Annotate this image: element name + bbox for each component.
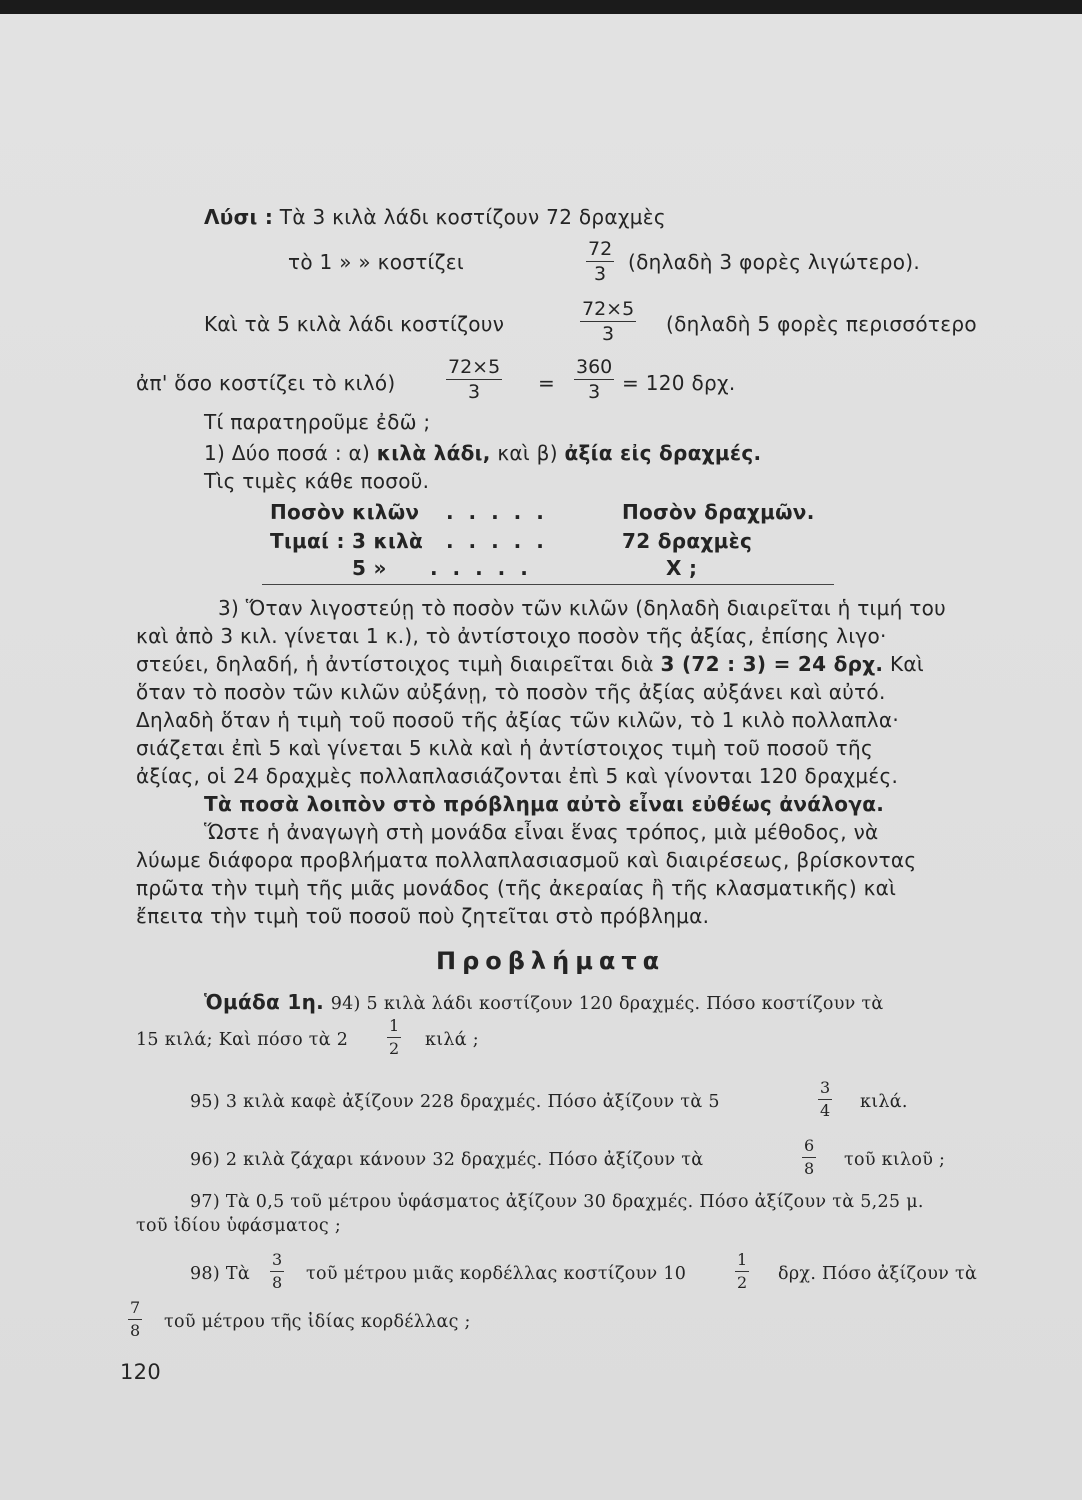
page-number: 120: [120, 1360, 161, 1384]
para3-conclusion: Τὰ ποσὰ λοιπὸν στὸ πρόβλημα αὐτὸ εἶναι εὐθέως ἀνάλογα.: [204, 792, 885, 816]
table-header-left: Ποσὸν κιλῶν: [270, 500, 420, 524]
solution-label: Λύσι :: [204, 205, 274, 229]
para3-line-1: 3) Ὅταν λιγοστεύῃ τὸ ποσὸν τῶν κιλῶν (δηλαδὴ διαιρεῖται ἡ τιμή του: [218, 596, 947, 620]
fraction-360-3: $\frac{360}{3}$: [576, 356, 613, 403]
group-label: Ὁμάδα 1η.: [204, 990, 325, 1014]
solution-line-4: ἀπ' ὅσο κοστίζει τὸ κιλό): [136, 371, 396, 395]
para4-line-2: λύωμε διάφορα προβλήματα πολλαπλασιασμοῦ καὶ διαιρέσεως, βρίσκοντας: [136, 848, 917, 872]
section-divider: [262, 584, 834, 585]
para4-line-1: Ὥστε ἡ ἀναγωγὴ στὴ μονάδα εἶναι ἕνας τρόπος, μιὰ μέθοδος, νὰ: [204, 820, 879, 844]
fraction-3-4: $\frac{3}{4}$: [820, 1078, 831, 1120]
para3-line-2: καὶ ἀπὸ 3 κιλ. γίνεται 1 κ.), τὸ ἀντίστοιχο ποσὸν τῆς ἀξίας, ἐπίσης λιγο·: [136, 624, 887, 648]
observe-question: Τί παρατηροῦμε ἐδῶ ;: [204, 410, 431, 434]
solution-line-2-end: (δηλαδὴ 3 φορὲς λιγώτερο).: [628, 250, 921, 274]
table-row-2-left: 5 »: [352, 556, 387, 580]
table-header-dots: . . . . .: [446, 500, 548, 524]
problem-97-line-1: 97) Τὰ 0,5 τοῦ μέτρου ὑφάσματος ἀξίζουν 30 δραχμές. Πόσο ἀξίζουν τὰ 5,25 μ.: [190, 1192, 924, 1212]
para3-line-7: ἀξίας, οἱ 24 δραχμὲς πολλαπλασιάζονται ἐπὶ 5 καὶ γίνονται 120 δραχμές.: [136, 764, 899, 788]
problem-98-end: δρχ. Πόσο ἀξίζουν τὰ: [778, 1264, 978, 1284]
problem-96: 96) 2 κιλὰ ζάχαρι κάνουν 32 δραχμές. Πόσο ἀξίζουν τὰ: [190, 1150, 704, 1170]
table-row-1-dots: . . . . .: [446, 529, 548, 553]
table-row-2-right: X ;: [666, 556, 698, 580]
table-row-1-right: 72 δραχμὲς: [622, 529, 753, 553]
observe-point-1: 1) Δύο ποσά : α) κιλὰ λάδι, καὶ β) ἀξία εἰς δραχμές.: [204, 441, 762, 465]
para3-line-6: σιάζεται ἐπὶ 5 καὶ γίνεται 5 κιλὰ καὶ ἡ ἀντίστοιχος τιμὴ τοῦ ποσοῦ τῆς: [136, 736, 874, 760]
solution-line-3: Καὶ τὰ 5 κιλὰ λάδι κοστίζουν: [204, 312, 505, 336]
solution-line-1: Λύσι : Τὰ 3 κιλὰ λάδι κοστίζουν 72 δραχμὲς: [204, 205, 666, 229]
para4-line-3: πρῶτα τὴν τιμὴ τῆς μιᾶς μονάδος (τῆς ἀκεραίας ἢ τῆς κλασματικῆς) καὶ: [136, 876, 897, 900]
equals-sign: =: [538, 371, 556, 395]
scan-top-border: [0, 0, 1082, 14]
problems-heading: Προβλήματα: [436, 947, 666, 975]
problem-94-line-2: 15 κιλά; Καὶ πόσο τὰ 2: [136, 1030, 349, 1050]
problem-95-end: κιλά.: [860, 1092, 908, 1112]
fraction-72x5-3-b: $\frac{72\times 5}{3}$: [448, 356, 501, 403]
problem-94-line-1: Ὁμάδα 1η. 94) 5 κιλὰ λάδι κοστίζουν 120 δραχμές. Πόσο κοστίζουν τὰ: [204, 990, 884, 1014]
fraction-6-8: $\frac{6}{8}$: [804, 1136, 815, 1178]
fraction-72x5-3: $\frac{72\times 5}{3}$: [582, 298, 635, 345]
para3-line-3: στεύει, δηλαδή, ἡ ἀντίστοιχος τιμὴ διαιρεῖται διὰ 3 (72 : 3) = 24 δρχ. Καὶ: [136, 652, 924, 676]
para4-line-4: ἔπειτα τὴν τιμὴ τοῦ ποσοῦ ποὺ ζητεῖται στὸ πρόβλημα.: [136, 904, 710, 928]
fraction-3-8: $\frac{3}{8}$: [272, 1250, 283, 1292]
problem-94-line-2-end: κιλά ;: [425, 1030, 479, 1050]
problem-98-line-2: τοῦ μέτρου τῆς ἰδίας κορδέλλας ;: [164, 1312, 471, 1332]
table-header-right: Ποσὸν δραχμῶν.: [622, 500, 815, 524]
para3-line-4: ὅταν τὸ ποσὸν τῶν κιλῶν αὐξάνῃ, τὸ ποσὸν τῆς ἀξίας αὐξάνει καὶ αὐτό.: [136, 680, 886, 704]
solution-line-3-end: (δηλαδὴ 5 φορὲς περισσότερο: [666, 312, 977, 336]
fraction-1-2-b: $\frac{1}{2}$: [737, 1250, 748, 1292]
solution-line-2: τὸ 1 » » κοστίζει: [288, 250, 464, 274]
problem-98-mid: τοῦ μέτρου μιᾶς κορδέλλας κοστίζουν 10: [306, 1264, 687, 1284]
fraction-7-8: $\frac{7}{8}$: [130, 1298, 141, 1340]
solution-result: = 120 δρχ.: [622, 371, 736, 395]
problem-97-line-2: τοῦ ἰδίου ὑφάσματος ;: [136, 1216, 342, 1236]
table-row-2-dots: . . . . .: [430, 556, 532, 580]
problem-96-end: τοῦ κιλοῦ ;: [844, 1150, 946, 1170]
fraction-1-2: $\frac{1}{2}$: [389, 1016, 400, 1058]
table-row-1-left: Τιμαί : 3 κιλὰ: [270, 529, 424, 553]
observe-point-2: Τὶς τιμὲς κάθε ποσοῦ.: [204, 469, 430, 493]
problem-95: 95) 3 κιλὰ καφὲ ἀξίζουν 228 δραχμές. Πόσο ἀξίζουν τὰ 5: [190, 1092, 720, 1112]
fraction-72-3: $\frac{72}{3}$: [588, 238, 613, 285]
para3-line-5: Δηλαδὴ ὅταν ἡ τιμὴ τοῦ ποσοῦ τῆς ἀξίας τῶν κιλῶν, τὸ 1 κιλὸ πολλαπλα·: [136, 708, 900, 732]
problem-98-start: 98) Τὰ: [190, 1264, 250, 1284]
